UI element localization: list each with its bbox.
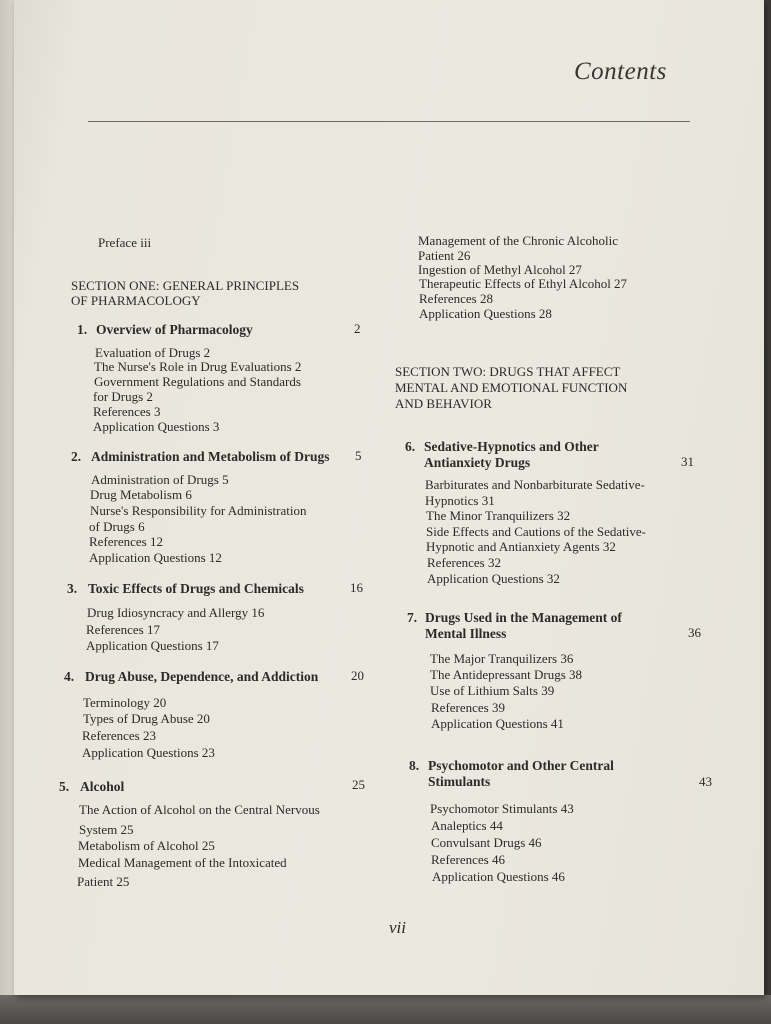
- ch1-entry: for Drugs 2: [93, 389, 153, 404]
- section-two-heading-line2: MENTAL AND EMOTIONAL FUNCTION: [395, 380, 628, 395]
- chapter-6-number: 6.: [405, 439, 416, 454]
- chapter-1-title: Overview of Pharmacology: [96, 322, 253, 337]
- ch6-entry: Side Effects and Cautions of the Sedative-: [426, 524, 646, 539]
- chapter-6-title-line1: Sedative-Hypnotics and Other: [424, 439, 599, 454]
- book-spine-edge: [0, 0, 14, 1024]
- chapter-2-title: Administration and Metabolism of Drugs: [91, 449, 330, 464]
- ch4-entry: Terminology 20: [83, 695, 167, 710]
- chapter-5-number: 5.: [59, 779, 70, 794]
- ch3-entry: References 17: [86, 622, 160, 637]
- ch6-entry: Hypnotics 31: [425, 493, 495, 508]
- ch5-entry: System 25: [79, 822, 134, 837]
- ch2-entry: Nurse's Responsibility for Administration: [90, 503, 307, 518]
- ch4-entry: Application Questions 23: [82, 745, 215, 760]
- ch6-entry: Application Questions 32: [427, 571, 560, 586]
- ch1-entry: Application Questions 3: [93, 419, 220, 434]
- ch7-entry: The Major Tranquilizers 36: [430, 651, 574, 666]
- chapter-3-number: 3.: [67, 581, 78, 596]
- chapter-7-number: 7.: [407, 610, 418, 625]
- chapter-1-page: 2: [354, 321, 361, 336]
- chapter-2-page: 5: [355, 448, 362, 463]
- ch2-entry: of Drugs 6: [89, 519, 145, 534]
- ch7-entry: References 39: [431, 700, 505, 715]
- chapter-4-page: 20: [351, 668, 364, 683]
- ch7-entry: Application Questions 41: [431, 716, 564, 731]
- ch6-entry: The Minor Tranquilizers 32: [426, 508, 571, 523]
- chapter-7-page: 36: [688, 625, 701, 640]
- ch5-entry: Patient 25: [77, 874, 130, 889]
- book-page: [14, 0, 764, 995]
- chapter-5-page: 25: [352, 777, 365, 792]
- ch8-entry: Psychomotor Stimulants 43: [430, 801, 574, 816]
- chapter-8-title-line1: Psychomotor and Other Central: [428, 758, 614, 773]
- ch5-cont-entry: Ingestion of Methyl Alcohol 27: [418, 262, 582, 277]
- chapter-6-title-line2: Antianxiety Drugs: [424, 455, 531, 470]
- ch2-entry: Drug Metabolism 6: [90, 487, 192, 502]
- section-one-heading-line2: OF PHARMACOLOGY: [71, 293, 201, 308]
- ch1-entry: The Nurse's Role in Drug Evaluations 2: [94, 359, 302, 374]
- ch5-entry: Metabolism of Alcohol 25: [78, 838, 215, 853]
- section-two-heading-line3: AND BEHAVIOR: [395, 396, 492, 411]
- ch1-entry: Evaluation of Drugs 2: [95, 345, 211, 360]
- ch1-entry: Government Regulations and Standards: [94, 374, 301, 389]
- chapter-3-page: 16: [350, 580, 363, 595]
- ch6-entry: Barbiturates and Nonbarbiturate Sedative-: [425, 477, 645, 492]
- chapter-6-page: 31: [681, 454, 694, 469]
- ch8-entry: References 46: [431, 852, 505, 867]
- page-number-folio: vii: [389, 918, 406, 937]
- ch4-entry: References 23: [82, 728, 156, 743]
- section-two-heading-line1: SECTION TWO: DRUGS THAT AFFECT: [395, 364, 621, 379]
- ch3-entry: Application Questions 17: [86, 638, 219, 653]
- ch1-entry: References 3: [93, 404, 161, 419]
- header-rule: [88, 121, 690, 122]
- ch8-entry: Analeptics 44: [431, 818, 503, 833]
- preface-entry: Preface iii: [98, 235, 152, 250]
- ch6-entry: References 32: [427, 555, 501, 570]
- ch4-entry: Types of Drug Abuse 20: [83, 711, 210, 726]
- chapter-2-number: 2.: [71, 449, 82, 464]
- ch8-entry: Application Questions 46: [432, 869, 565, 884]
- chapter-4-number: 4.: [64, 669, 75, 684]
- ch5-cont-entry: References 28: [419, 291, 493, 306]
- chapter-4-title: Drug Abuse, Dependence, and Addiction: [85, 669, 319, 684]
- chapter-7-title-line1: Drugs Used in the Management of: [425, 610, 622, 625]
- chapter-8-page: 43: [699, 774, 712, 789]
- chapter-8-title-line2: Stimulants: [428, 774, 491, 789]
- ch5-cont-entry: Management of the Chronic Alcoholic: [418, 233, 619, 248]
- ch5-entry: Medical Management of the Intoxicated: [78, 855, 287, 870]
- ch5-cont-entry: Therapeutic Effects of Ethyl Alcohol 27: [419, 276, 628, 291]
- ch2-entry: Application Questions 12: [89, 550, 222, 565]
- ch2-entry: Administration of Drugs 5: [91, 472, 229, 487]
- chapter-1-number: 1.: [77, 322, 88, 337]
- section-one-heading-line1: SECTION ONE: GENERAL PRINCIPLES: [71, 278, 300, 293]
- chapter-3-title: Toxic Effects of Drugs and Chemicals: [88, 581, 304, 596]
- chapter-7-title-line2: Mental Illness: [425, 626, 507, 641]
- background-surface: [0, 995, 771, 1024]
- ch7-entry: Use of Lithium Salts 39: [430, 683, 555, 698]
- chapter-5-title: Alcohol: [80, 779, 125, 794]
- ch2-entry: References 12: [89, 534, 163, 549]
- ch8-entry: Convulsant Drugs 46: [431, 835, 542, 850]
- page-title: Contents: [574, 58, 667, 85]
- ch7-entry: The Antidepressant Drugs 38: [430, 667, 583, 682]
- ch5-cont-entry: Patient 26: [418, 248, 471, 263]
- ch5-entry: The Action of Alcohol on the Central Nervous: [79, 802, 320, 817]
- ch3-entry: Drug Idiosyncracy and Allergy 16: [87, 605, 265, 620]
- ch6-entry: Hypnotic and Antianxiety Agents 32: [426, 539, 616, 554]
- chapter-8-number: 8.: [409, 758, 420, 773]
- ch5-cont-entry: Application Questions 28: [419, 306, 552, 321]
